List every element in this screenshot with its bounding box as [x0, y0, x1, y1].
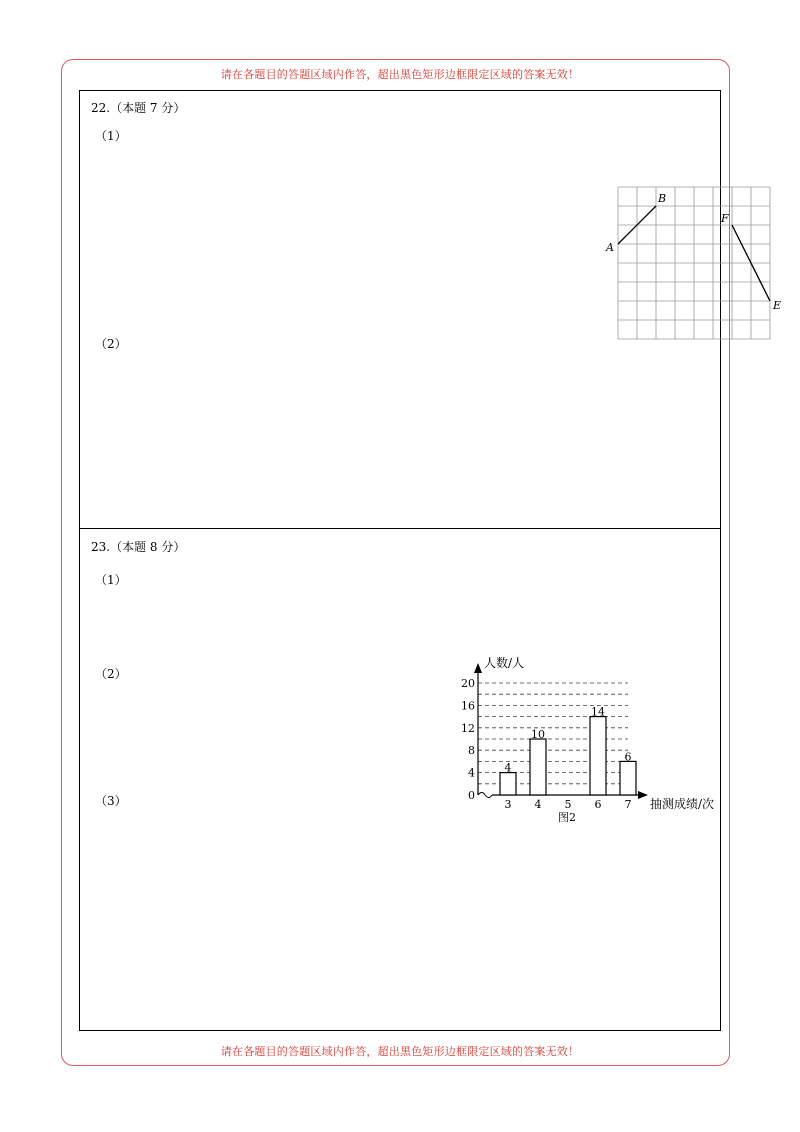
y-tick-label: 4: [468, 766, 475, 780]
x-tick-label: 7: [624, 798, 632, 811]
y-axis-title: 人数/人: [484, 656, 525, 670]
bar-data-label: 14: [591, 705, 605, 719]
bar-data-label: 4: [504, 761, 512, 775]
bottom-warning: 请在各题目的答题区域内作答，超出黑色矩形边框限定区域的答案无效！: [220, 1045, 580, 1058]
bar-chart: [440, 653, 720, 823]
question-22-answer-area[interactable]: [79, 90, 782, 529]
x-tick-label: 4: [534, 798, 542, 811]
chart-bars: [500, 717, 636, 795]
x-tick-label: 3: [504, 798, 512, 811]
chart-text: [461, 655, 714, 824]
x-tick-label: 5: [564, 798, 572, 811]
point-label-a: A: [606, 241, 614, 254]
question-23-title: 23.（本题 8 分）: [91, 540, 186, 554]
axis-break-mark: [478, 793, 492, 798]
x-axis-arrow: [638, 791, 648, 799]
question-22-part-1-label: （1）: [95, 129, 127, 143]
x-axis-title: 抽测成绩/次: [650, 797, 715, 811]
bar-7: [620, 761, 636, 795]
y-tick-label: 20: [461, 677, 475, 690]
question-23-answer-area[interactable]: [79, 528, 721, 1031]
question-23-part-3-label: （3）: [95, 794, 127, 808]
square-grid-figure: [532, 181, 782, 341]
point-label-f: F: [721, 212, 729, 225]
x-tick-label: 6: [594, 798, 602, 811]
top-warning: 请在各题目的答题区域内作答，超出黑色矩形边框限定区域的答案无效！: [220, 68, 580, 81]
grid-lines: [618, 187, 770, 339]
bar-data-label: 6: [624, 750, 632, 764]
question-23-part-2-label: （2）: [95, 667, 127, 681]
figure-caption: 图2: [558, 811, 576, 824]
question-23-part-1-label: （1）: [95, 573, 127, 587]
point-label-e: E: [773, 299, 782, 312]
y-axis-arrow: [474, 663, 482, 673]
y-tick-label: 0: [468, 789, 475, 802]
bar-data-label: 10: [531, 728, 545, 741]
bar-6: [590, 717, 606, 795]
question-22-title: 22.（本题 7 分）: [91, 101, 186, 115]
y-tick-label: 8: [468, 744, 475, 758]
bar-3: [500, 773, 516, 795]
point-label-b: B: [658, 192, 667, 205]
y-tick-label: 12: [461, 721, 475, 735]
grid-point-labels: [605, 192, 781, 312]
bar-4: [530, 739, 546, 795]
question-22-part-2-label: （2）: [95, 337, 127, 351]
y-tick-label: 16: [461, 699, 475, 713]
